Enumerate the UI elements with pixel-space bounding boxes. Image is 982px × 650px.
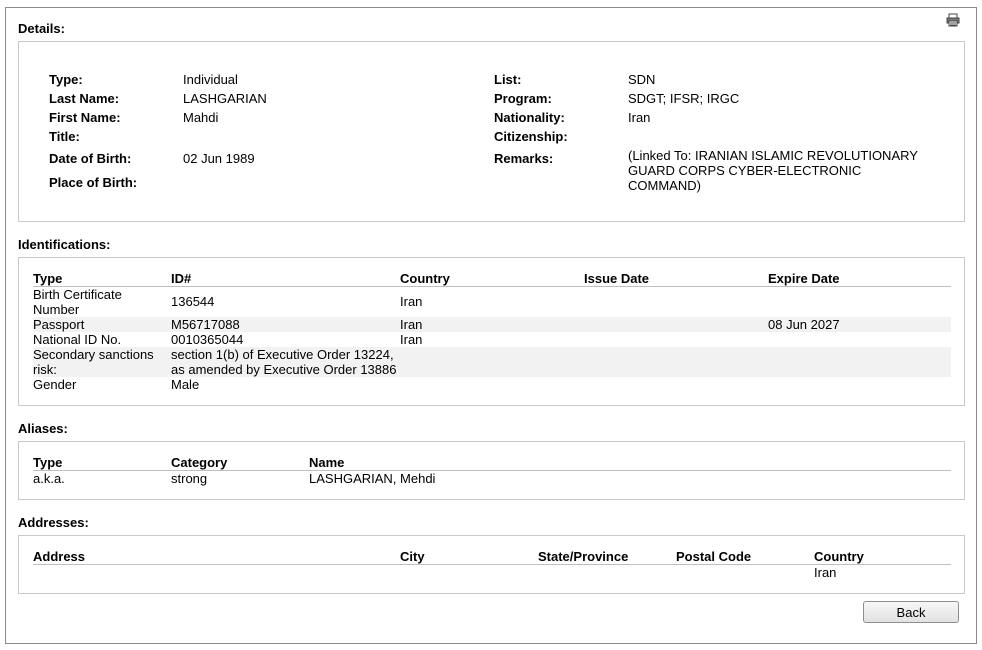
last-name-label: Last Name:	[49, 91, 120, 106]
remarks-label: Remarks:	[494, 151, 554, 166]
type-value: Individual	[183, 72, 238, 87]
table-row: National ID No.	[33, 332, 122, 347]
nationality-value: Iran	[628, 110, 651, 125]
country-cell: Iran	[400, 294, 423, 309]
alias-header-category: Category	[171, 455, 228, 470]
aliases-title: Aliases:	[18, 421, 68, 436]
citizenship-label: Citizenship:	[494, 129, 568, 144]
id-header-expire-date: Expire Date	[768, 271, 840, 286]
id-header-id: ID#	[171, 271, 192, 286]
id-cell: section 1(b) of Executive Order 13224, as amended by Executive Order 13886	[171, 347, 397, 377]
alias-header-type: Type	[33, 455, 63, 470]
remarks-value: (Linked To: IRANIAN ISLAMIC REVOLUTIONARY GUARD CORPS CYBER-ELECTRONIC COMMAND)	[628, 148, 918, 193]
addr-header-address: Address	[33, 549, 86, 564]
nationality-label: Nationality:	[494, 110, 565, 125]
country-cell: Iran	[400, 332, 423, 347]
addresses-title: Addresses:	[18, 515, 89, 530]
alias-name-cell: LASHGARIAN, Mehdi	[309, 471, 436, 486]
id-header-rule	[33, 286, 951, 287]
id-header-type: Type	[33, 271, 63, 286]
identifications-box	[18, 257, 965, 406]
alias-category-cell: strong	[171, 471, 208, 486]
program-value: SDGT; IFSR; IRGC	[628, 91, 740, 106]
list-label: List:	[494, 72, 522, 87]
type-label: Type:	[49, 72, 83, 87]
dob-label: Date of Birth:	[49, 151, 132, 166]
title-label: Title:	[49, 129, 80, 144]
addr-header-postal-code: Postal Code	[676, 549, 752, 564]
id-cell: Male	[171, 377, 200, 392]
details-title: Details:	[18, 21, 65, 36]
first-name-value: Mahdi	[183, 110, 219, 125]
addr-header-city: City	[400, 549, 425, 564]
id-cell: 136544	[171, 294, 215, 309]
table-row: Birth Certificate Number	[33, 287, 122, 317]
id-header-country: Country	[400, 271, 450, 286]
addr-header-country: Country	[814, 549, 864, 564]
details-box	[18, 41, 965, 222]
table-row: Passport	[33, 317, 85, 332]
alias-type-cell: a.k.a.	[33, 471, 65, 486]
expire-cell: 08 Jun 2027	[768, 317, 840, 332]
dob-value: 02 Jun 1989	[183, 151, 255, 166]
program-label: Program:	[494, 91, 552, 106]
id-header-issue-date: Issue Date	[584, 271, 650, 286]
pob-label: Place of Birth:	[49, 175, 138, 190]
id-cell: M56717088	[171, 317, 240, 332]
list-value: SDN	[628, 72, 656, 87]
back-button[interactable]: Back	[863, 601, 959, 623]
country-cell: Iran	[400, 317, 423, 332]
id-cell: 0010365044	[171, 332, 244, 347]
first-name-label: First Name:	[49, 110, 121, 125]
last-name-value: LASHGARIAN	[183, 91, 267, 106]
print-icon[interactable]	[946, 13, 960, 27]
aliases-box	[18, 441, 965, 500]
addresses-box	[18, 535, 965, 594]
table-row: Secondary sanctions risk:	[33, 347, 154, 377]
addr-header-state: State/Province	[538, 549, 629, 564]
alias-header-name: Name	[309, 455, 345, 470]
addr-country-cell: Iran	[814, 565, 837, 580]
table-row: Gender	[33, 377, 77, 392]
identifications-title: Identifications:	[18, 237, 111, 252]
